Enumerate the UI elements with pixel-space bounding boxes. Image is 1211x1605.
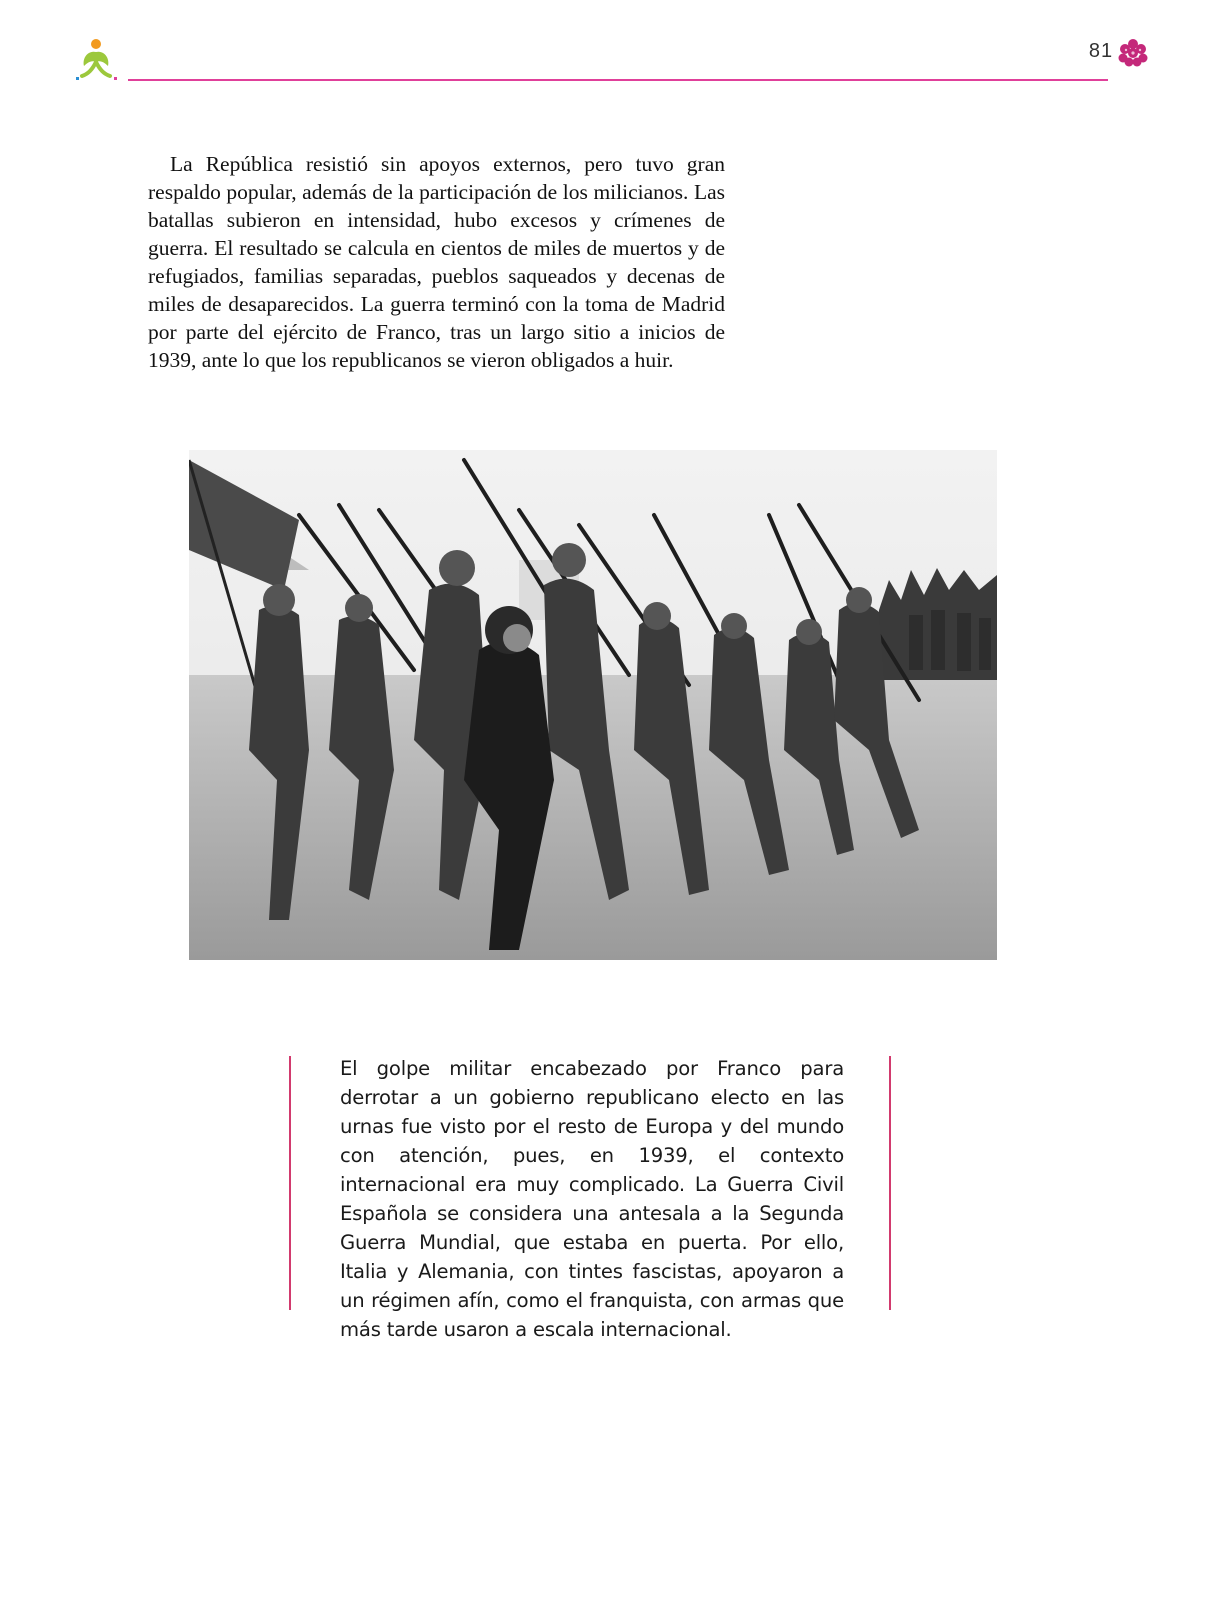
militia-march-photo	[189, 450, 997, 960]
header-rule	[128, 79, 1108, 81]
sidebar-text: El golpe militar encabezado por Franco para derrotar a un gobierno republicano electo en las urnas fue visto por el resto de Europa y del mundo con atención, pues, en 1939, el contexto internacional era muy complicado. La Guerra Civil Española se considera una antesala a la Segunda Guerra Mundial, que estaba en puerta. Por ello, Italia y Alemania, con tintes fascistas, apoyaron a un régimen afín, como el franquista, con armas que más tarde usaron a escala internacional.	[340, 1057, 844, 1341]
page-number: 81	[1088, 40, 1114, 62]
sprout-logo-icon	[74, 36, 124, 86]
sidebar-rule-right	[889, 1056, 891, 1310]
sidebar-rule-left	[289, 1056, 291, 1310]
body-paragraph: La República resistió sin apoyos externos, pero tuvo gran respaldo popular, además de la participación de los milicianos. Las batallas subieron en intensidad, hubo excesos y crímenes de guerra. El resultado se calcula en cientos de miles de muertos y de refugiados, familias separadas, pueblos saqueados y decenas de miles de desaparecidos. La guerra terminó con la toma de Madrid por parte del ejército de Franco, tras un largo sitio a inicios de 1939, ante lo que los republicanos se vieron obligados a huir.	[148, 152, 725, 372]
flower-ornament-icon	[1115, 36, 1151, 72]
